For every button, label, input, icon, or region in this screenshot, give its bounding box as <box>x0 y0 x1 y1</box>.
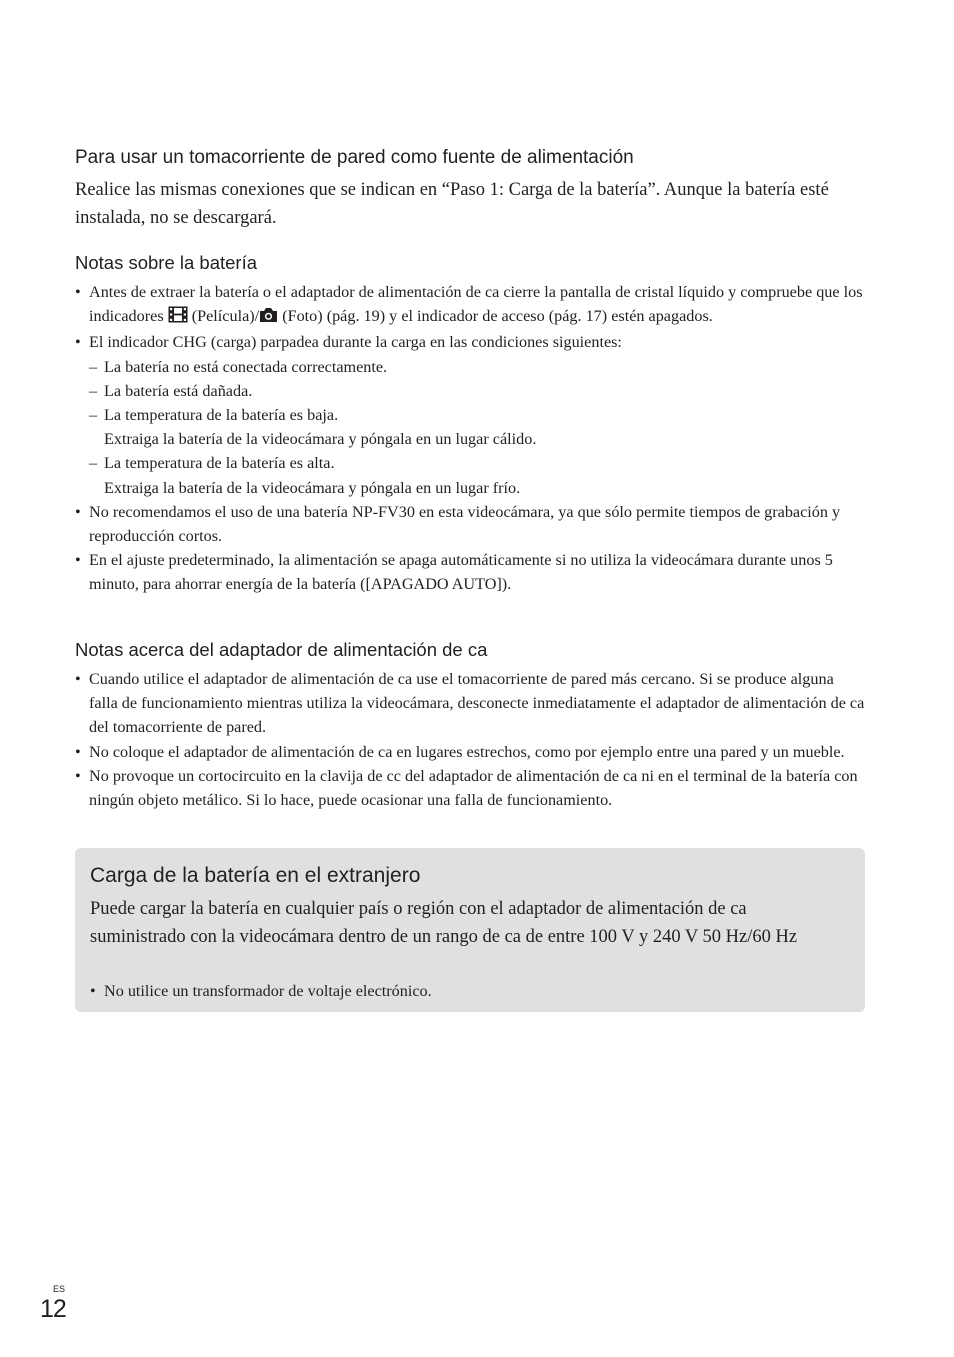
camera-icon <box>259 306 278 330</box>
bullet: • <box>75 670 81 688</box>
sub-list-item <box>89 355 865 379</box>
notes-battery-title: Notas sobre la batería <box>75 252 258 273</box>
sub-text: La batería está dañada. <box>104 381 253 400</box>
sub-text: La temperatura de la batería es alta. <box>104 454 335 473</box>
list-item <box>75 280 865 330</box>
charging-abroad-body: Puede cargar la batería en cualquier país o región con el adaptador de alimentación de ca suministrado con la videocámara dentro de un rango de ca de entre 100 V y 240 V 50 Hz/60 Hz <box>90 899 798 947</box>
note-text: No utilice un transformador de voltaje electrónico. <box>104 982 432 1000</box>
notes-adapter-title: Notas acerca del adaptador de alimentación de ca <box>75 639 488 660</box>
bullet: • <box>75 742 81 761</box>
section-title-wall-outlet: Para usar un tomacorriente de pared como fuente de alimentación <box>75 147 634 168</box>
sub-text-extra: Extraiga la batería de la videocámara y póngala en un lugar frío. <box>104 478 521 497</box>
bullet: • <box>90 982 96 1000</box>
notes-battery-list <box>75 280 865 597</box>
sub-list-item <box>89 379 865 403</box>
dash: – <box>89 454 98 473</box>
bullet: • <box>75 551 81 570</box>
list-item <box>75 330 865 499</box>
list-item <box>75 764 865 812</box>
dash: – <box>89 406 98 425</box>
notes-adapter-list <box>75 667 865 812</box>
section-body-wall-outlet: Realice las mismas conexiones que se indican en “Paso 1: Carga de la batería”. Aunque la batería esté instalada, no se descargará. <box>75 180 829 228</box>
note-text: Antes de extraer la batería o el adaptador de alimentación de ca cierre la pantalla de cristal líquido y compruebe que los indicadores <box>89 283 863 326</box>
bullet: • <box>75 766 81 785</box>
dash: – <box>89 381 98 400</box>
note-text: (Película)/ <box>187 307 260 326</box>
charging-abroad-title: Carga de la batería en el extranjero <box>90 864 421 887</box>
list-item <box>75 500 865 548</box>
note-text: Cuando utilice el adaptador de alimentación de ca use el tomacorriente de pared más cercano. Si se produce alguna falla de funcionamiento mientras utiliza la videocámara, desconecte inmediatamente el adaptador de alimentación de ca del tomacorriente de pared. <box>89 670 865 737</box>
sub-list <box>89 355 865 500</box>
note-text: No provoque un cortocircuito en la clavija de cc del adaptador de alimentación de ca ni en el terminal de la batería con ningún objeto metálico. Si lo hace, puede ocasionar una falla de funcionamiento. <box>89 766 858 810</box>
note-text: No recomendamos el uso de una batería NP-FV30 en esta videocámara, ya que sólo permite tiempos de grabación y reproducción cortos. <box>89 502 841 546</box>
movie-film-icon <box>168 306 188 330</box>
sub-text-extra: Extraiga la batería de la videocámara y póngala en un lugar cálido. <box>104 430 537 449</box>
language-code: ES <box>53 1284 66 1294</box>
note-text: En el ajuste predeterminado, la alimentación se apaga automáticamente si no utiliza la videocámara durante unos 5 minuto, para ahorrar energía de la batería ([APAGADO AUTO]). <box>89 551 833 594</box>
bullet: • <box>75 283 81 301</box>
bullet: • <box>75 502 81 521</box>
list-item <box>75 667 865 740</box>
note-text: (Foto) (pág. 19) y el indicador de acceso (pág. 17) estén apagados. <box>278 307 713 326</box>
charging-abroad-note <box>90 979 432 1003</box>
note-text: No coloque el adaptador de alimentación de ca en lugares estrechos, como por ejemplo entre una pared y un mueble. <box>89 742 845 761</box>
note-text: El indicador CHG (carga) parpadea durante la carga en las condiciones siguientes: <box>89 333 622 352</box>
list-item <box>75 548 865 596</box>
page-number: 12 <box>40 1295 66 1323</box>
sub-list-item <box>89 451 865 499</box>
sub-text: La temperatura de la batería es baja. <box>104 406 339 425</box>
dash: – <box>89 357 98 376</box>
list-item <box>75 740 865 764</box>
charging-abroad-box <box>75 848 865 1012</box>
sub-text: La batería no está conectada correctamente. <box>104 357 388 376</box>
sub-list-item <box>89 403 865 451</box>
bullet: • <box>75 333 81 352</box>
